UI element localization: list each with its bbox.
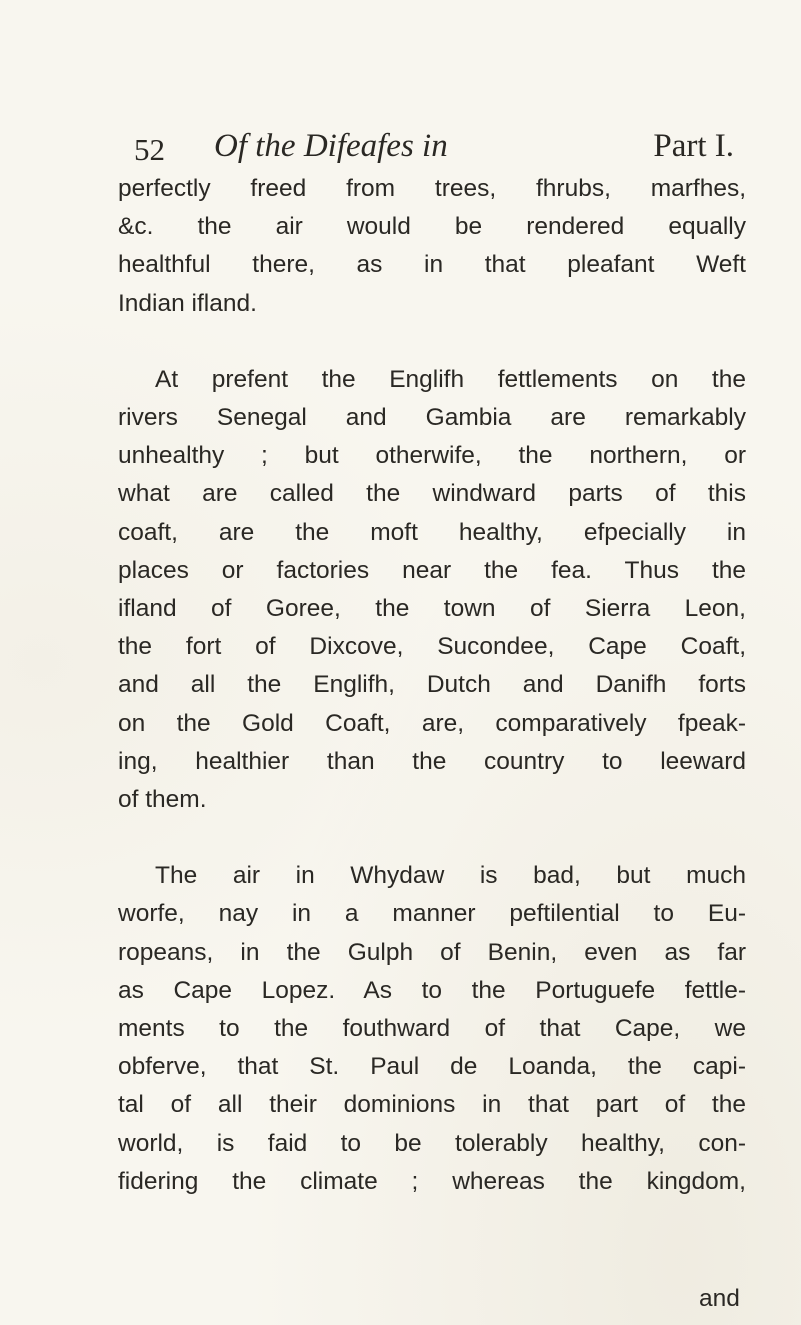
- text-line: fidering the climate ; whereas the kingdom,: [118, 1167, 746, 1195]
- text-line: The air in Whydaw is bad, but much: [155, 862, 746, 890]
- text-line: ropeans, in the Gulph of Benin, even as far: [118, 938, 746, 966]
- text-line: of them.: [118, 786, 207, 814]
- text-line: Indian ifland.: [118, 289, 257, 317]
- part-label: Part I.: [653, 128, 734, 164]
- text-line: coaft, are the moft healthy, efpecially in: [118, 518, 746, 546]
- running-title: Of the Difeafes in: [214, 128, 448, 164]
- text-line: ifland of Goree, the town of Sierra Leon,: [118, 595, 746, 623]
- paragraph-1: [118, 170, 746, 323]
- text-line: on the Gold Coaft, are, comparatively fpeak-: [118, 709, 746, 737]
- catchword: and: [699, 1285, 740, 1312]
- text-line: obferve, that St. Paul de Loanda, the capi-: [118, 1053, 746, 1081]
- paragraph-2: [118, 361, 746, 819]
- text-line: places or factories near the fea. Thus the: [118, 556, 746, 584]
- body-text: [118, 170, 746, 1201]
- text-line: &c. the air would be rendered equally: [118, 213, 746, 241]
- text-line: perfectly freed from trees, fhrubs, marfhes,: [118, 175, 746, 202]
- text-line: ing, healthier than the country to leeward: [118, 747, 746, 775]
- text-line: and all the Englifh, Dutch and Danifh forts: [118, 671, 746, 699]
- text-line: ments to the fouthward of that Cape, we: [118, 1015, 746, 1043]
- text-line: worfe, nay in a manner peftilential to Eu-: [118, 900, 746, 928]
- text-line: rivers Senegal and Gambia are remarkably: [118, 404, 746, 432]
- text-line: unhealthy ; but otherwife, the northern, or: [118, 442, 746, 470]
- text-line: as Cape Lopez. As to the Portuguefe fettle-: [118, 976, 746, 1004]
- page-header: [134, 128, 734, 172]
- paragraph-3: [118, 857, 746, 1201]
- text-line: healthful there, as in that pleafant Weft: [118, 251, 746, 279]
- text-line: At prefent the Englifh fettlements on the: [155, 365, 746, 393]
- text-line: tal of all their dominions in that part of the: [118, 1091, 746, 1119]
- text-line: world, is faid to be tolerably healthy, con-: [118, 1129, 746, 1157]
- page-number: 52: [134, 132, 165, 167]
- text-line: the fort of Dixcove, Sucondee, Cape Coaft,: [118, 633, 746, 661]
- text-line: what are called the windward parts of this: [118, 480, 746, 508]
